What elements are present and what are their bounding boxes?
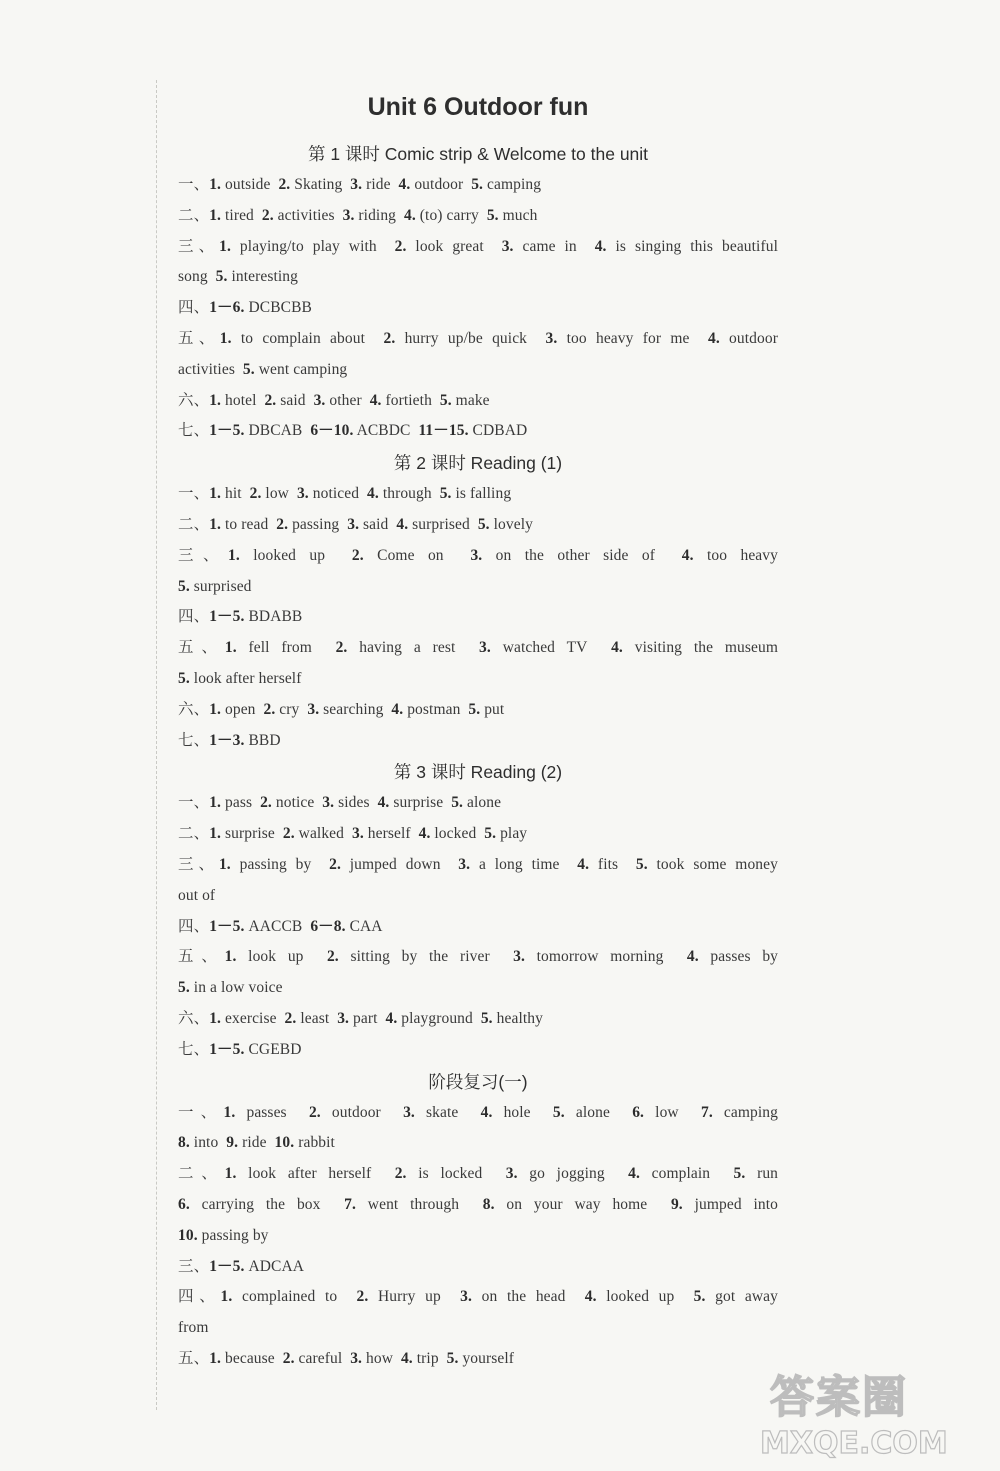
answer-line: from — [178, 1319, 209, 1337]
answer-line: 5. surprised — [178, 577, 252, 595]
section-title: 第 2 课时 Reading (1) — [393, 453, 563, 474]
answer-line: 七、1－3. BBD — [178, 731, 281, 749]
unit-title: Unit 6 Outdoor fun — [367, 93, 589, 121]
section-title: 第 1 课时 Comic strip & Welcome to the unit — [307, 144, 649, 164]
answer-line: 六、1. hotel 2. said 3. other 4. fortieth 5. make — [178, 391, 490, 409]
answer-line: 一、1. hit 2. low 3. noticed 4. through 5. is falling — [178, 485, 512, 503]
answer-line: activities 5. went camping — [178, 360, 348, 378]
answer-line: 五、1. fell from 2. having a rest 3. watched TV 4. visiting the museum — [178, 639, 779, 657]
answer-line: 五、1. to complain about 2. hurry up/be quick 3. too heavy for me 4. outdoor — [178, 329, 778, 347]
answer-line: 七、1－5. DBCAB 6－10. ACBDC 11－15. CDBAD — [178, 422, 528, 440]
answer-line: 六、1. exercise 2. least 3. part 4. playground 5. healthy — [178, 1009, 543, 1027]
answer-line: 二、1. tired 2. activities 3. riding 4. (to) carry 5. much — [178, 206, 538, 224]
answer-line: 五、1. because 2. careful 3. how 4. trip 5. yourself — [178, 1349, 515, 1367]
answer-line: 一、1. outside 2. Skating 3. ride 4. outdoor 5. camping — [178, 176, 542, 193]
answer-line: 四、1－5. BDABB — [178, 608, 303, 626]
watermark-chars: 答案圈 — [770, 1372, 908, 1423]
answer-page — [178, 84, 778, 1375]
answer-line: 一、1. passes 2. outdoor 3. skate 4. hole 5. alone 6. low 7. camping — [178, 1103, 778, 1121]
answer-line: 五、1. look up 2. sitting by the river 3. tomorrow morning 4. passes by — [178, 948, 779, 966]
answer-line: 三、1－5. ADCAA — [178, 1257, 305, 1275]
answer-line: 二、1. surprise 2. walked 3. herself 4. locked 5. play — [178, 825, 528, 843]
answer-line: 一、1. pass 2. notice 3. sides 4. surprise 5. alone — [178, 794, 502, 812]
answer-line: 二、1. to read 2. passing 3. said 4. surprised 5. lovely — [178, 515, 533, 533]
answer-line: 三、1. passing by 2. jumped down 3. a long time 4. fits 5. took some money — [178, 855, 778, 873]
answer-line: 四、1. complained to 2. Hurry up 3. on the head 4. looked up 5. got away — [178, 1288, 778, 1306]
watermark-logo — [760, 1361, 970, 1461]
answer-sections — [178, 138, 778, 1375]
answer-line: 5. look after herself — [178, 669, 302, 687]
answer-line: 四、1－6. DCBCBB — [178, 299, 312, 317]
watermark-site: MXQE.COM — [760, 1426, 948, 1461]
binding-margin-line — [156, 80, 157, 1410]
answer-line: song 5. interesting — [178, 268, 298, 286]
answer-line: 七、1－5. CGEBD — [178, 1040, 302, 1058]
answer-line: 二、1. look after herself 2. is locked 3. go jogging 4. complain 5. run — [178, 1165, 779, 1183]
answer-line: 三、1. playing/to play with 2. look great 3. came in 4. is singing this beautiful — [178, 237, 778, 255]
answer-line: 5. in a low voice — [178, 979, 283, 997]
answer-line: 四、1－5. AACCB 6－8. CAA — [178, 917, 383, 935]
answer-line: 六、1. open 2. cry 3. searching 4. postman 5. put — [178, 700, 505, 718]
answer-line: 三、1. looked up 2. Come on 3. on the other side of 4. too heavy — [178, 546, 778, 564]
section-title: 第 3 课时 Reading (2) — [393, 762, 563, 783]
answer-line: 10. passing by — [178, 1226, 269, 1244]
answer-line: out of — [178, 886, 216, 904]
answer-line: 6. carrying the box 7. went through 8. on your way home 9. jumped into — [178, 1195, 779, 1213]
section-title: 阶段复习(一) — [428, 1071, 528, 1092]
answer-line: 8. into 9. ride 10. rabbit — [178, 1134, 335, 1152]
